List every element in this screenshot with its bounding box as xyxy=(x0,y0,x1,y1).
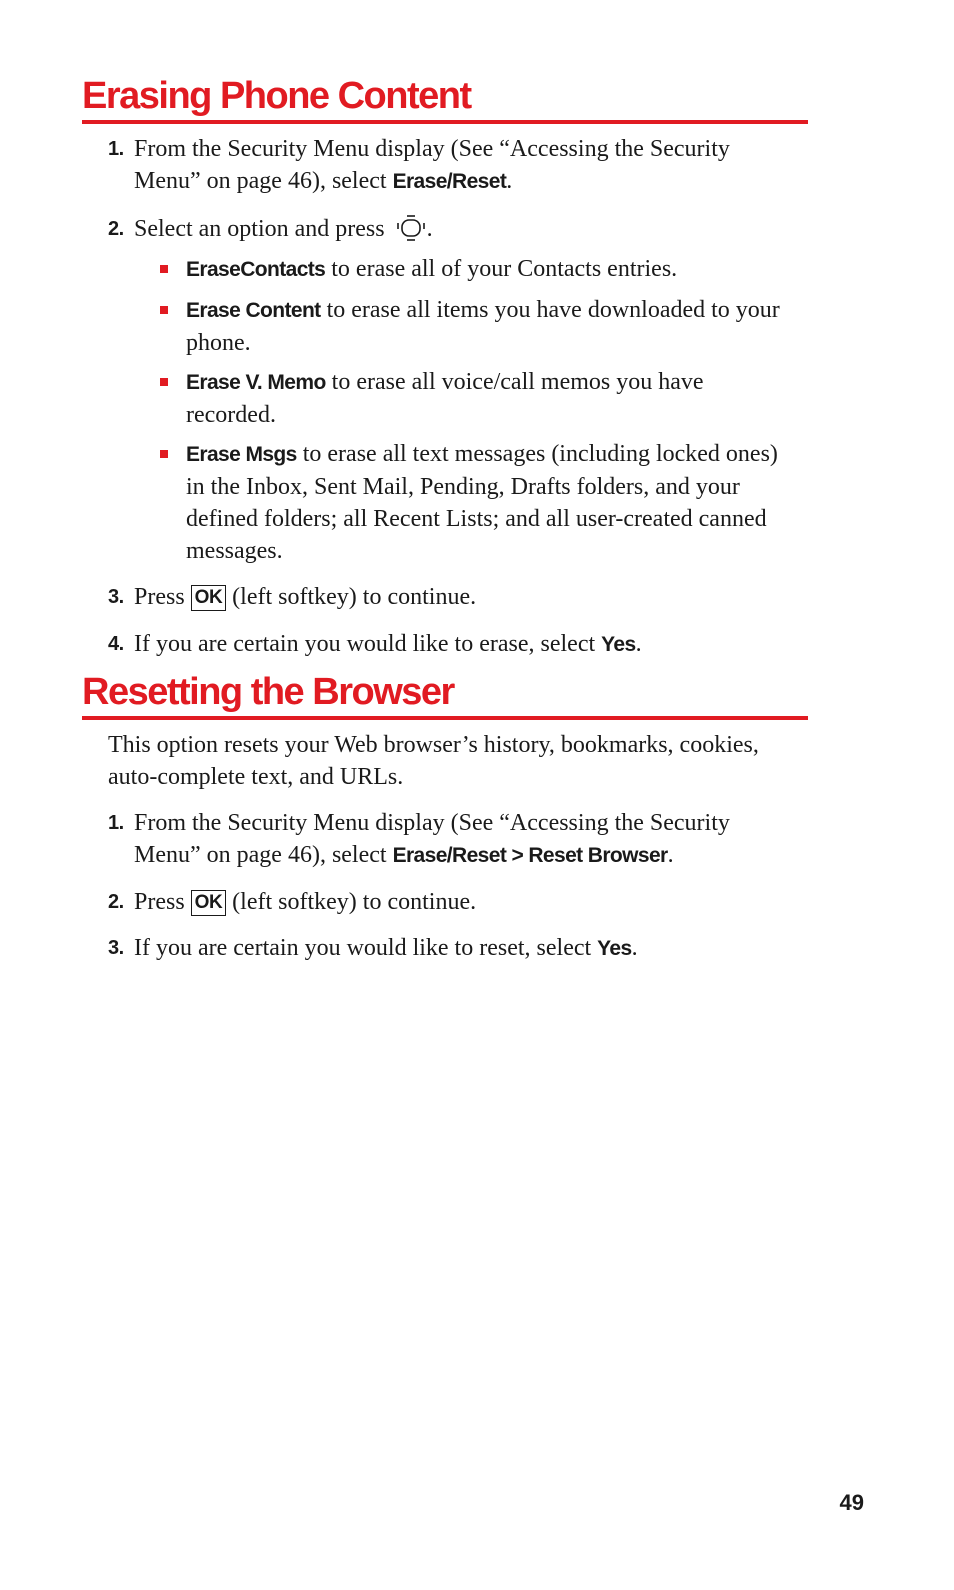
step-number: 1. xyxy=(108,812,124,834)
step-3 xyxy=(108,932,798,965)
bullet-erase-msgs xyxy=(160,438,790,567)
step-text-end: . xyxy=(631,935,638,961)
step-text: Select an option and press xyxy=(134,216,391,242)
bullet-marker xyxy=(160,306,168,314)
step-text-end: . xyxy=(506,168,513,194)
menu-keyword: Yes xyxy=(601,633,636,656)
bullet-marker xyxy=(160,450,168,458)
step-1 xyxy=(108,133,798,198)
step-text-end: . xyxy=(426,216,433,242)
step-3 xyxy=(108,581,798,613)
ok-softkey-icon: OK xyxy=(191,585,227,611)
step-2 xyxy=(108,213,798,251)
step-text-end: . xyxy=(635,631,642,657)
step-number: 3. xyxy=(108,937,124,959)
bullet-text: to erase all voice/call memos you have recorded. xyxy=(186,369,704,428)
step-4 xyxy=(108,628,798,661)
bullet-erase-contacts xyxy=(160,253,790,286)
intro-paragraph: This option resets your Web browser’s history, bookmarks, cookies, auto-complete text, and URLs. xyxy=(108,732,759,790)
step-2 xyxy=(108,886,798,918)
menu-keyword: Erase/Reset > Reset Browser xyxy=(392,844,668,867)
step-text: If you are certain you would like to erase, select xyxy=(134,631,602,657)
bullet-text: to erase all of your Contacts entries. xyxy=(325,256,678,282)
bullet-erase-voice-memo xyxy=(160,366,790,431)
step-1 xyxy=(108,807,798,872)
step-text: From the Security Menu display (See “Accessing the Security Menu” on page 46), select xyxy=(134,810,730,868)
page-number: 49 xyxy=(839,1490,864,1515)
bullet-erase-content xyxy=(160,294,790,359)
step-number: 1. xyxy=(108,138,124,160)
bullet-text: to erase all text messages (including locked ones) in the Inbox, Sent Mail, Pending, Drafts folders, and your defined folders; all Recent Lists; and all user-created canned messages. xyxy=(186,441,778,564)
menu-keyword: EraseContacts xyxy=(186,258,326,281)
step-number: 4. xyxy=(108,633,124,655)
menu-keyword: Erase V. Memo xyxy=(186,371,326,394)
nav-key-icon xyxy=(395,214,427,251)
bullet-text: to erase all items you have downloaded to your phone. xyxy=(186,297,780,356)
step-number: 3. xyxy=(108,586,124,608)
bullet-marker xyxy=(160,265,168,273)
section-heading-erasing: Erasing Phone Content xyxy=(82,74,808,124)
step-text: If you are certain you would like to reset, select xyxy=(134,935,598,961)
step-text-end: (left softkey) to continue. xyxy=(226,584,477,610)
step-text: Press xyxy=(134,584,191,610)
ok-softkey-icon: OK xyxy=(191,890,227,916)
step-number: 2. xyxy=(108,218,124,240)
step-text: Press xyxy=(134,889,191,915)
step-text: From the Security Menu display (See “Accessing the Security Menu” on page 46), select xyxy=(134,136,730,194)
bullet-marker xyxy=(160,378,168,386)
step-number: 2. xyxy=(108,891,124,913)
step-text-end: . xyxy=(667,842,674,868)
menu-keyword: Erase Msgs xyxy=(186,443,297,466)
menu-keyword: Erase Content xyxy=(186,299,321,322)
menu-keyword: Yes xyxy=(597,937,632,960)
step-text-end: (left softkey) to continue. xyxy=(226,889,477,915)
menu-keyword: Erase/Reset xyxy=(392,170,507,193)
section-heading-browser: Resetting the Browser xyxy=(82,670,808,720)
